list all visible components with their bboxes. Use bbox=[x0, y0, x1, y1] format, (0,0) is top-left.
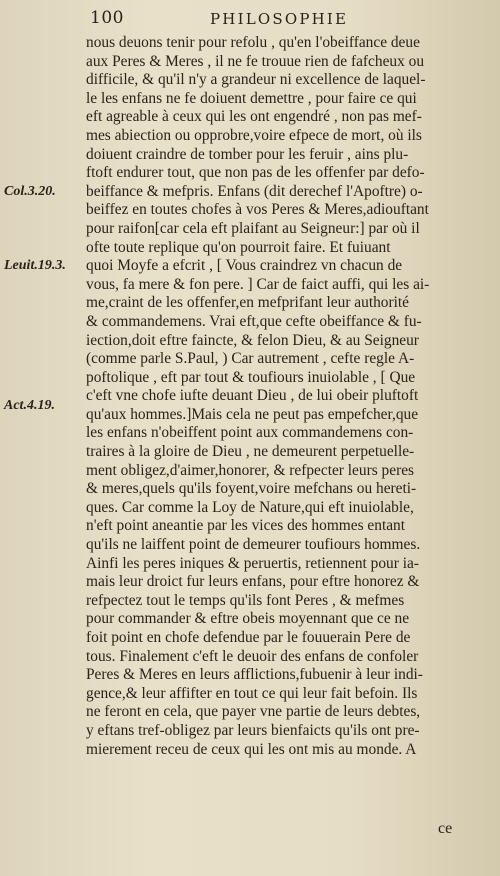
text-line: ment obligez,d'aimer,honorer, & refpecter leurs peres bbox=[86, 461, 415, 479]
body-text bbox=[86, 34, 484, 759]
text-line: tous. Finalement c'eft le deuoir des enfans de confoler bbox=[86, 647, 419, 665]
text-line: mierement receu de ceux qui les ont mis au monde. A bbox=[86, 740, 417, 758]
margin-note-acts: Act.4.19. bbox=[4, 398, 55, 413]
text-line: mais leur droict fur leurs enfans, pour eftre honorez & bbox=[86, 573, 420, 591]
text-line: & meres,quels qu'ils foyent,voire mefchans ou hereti- bbox=[86, 480, 417, 498]
text-line: quoi Moyfe a efcrit , [ Vous craindrez vn chacun de bbox=[86, 257, 403, 275]
text-line: ques. Car comme la Loy de Nature,qui eft inuiolable, bbox=[86, 498, 414, 516]
text-line: vous, fa mere & fon pere. ] Car de faict auffi, qui les ai- bbox=[86, 275, 430, 293]
text-line: doiuent craindre de tomber pour les feruir , ains plu- bbox=[86, 145, 409, 163]
text-line: y eftans tref-obligez par leurs bienfaicts qu'ils ont pre- bbox=[86, 721, 420, 739]
text-line: gence,& leur affifter en tout ce qui leur fait befoin. Ils bbox=[86, 684, 418, 702]
text-line: refpectez tout le temps qu'ils font Peres , & mefmes bbox=[86, 591, 405, 609]
text-line: traires à la gloire de Dieu , ne demeurent perpetuelle- bbox=[86, 443, 415, 461]
text-line: foit point en chofe defendue par le fouuerain Pere de bbox=[86, 629, 411, 646]
text-line: pour raifon[car cela eft plaifant au Seigneur:] par où il bbox=[86, 219, 420, 237]
running-head: PHILOSOPHIE bbox=[210, 10, 349, 28]
text-line: pour commander & eftre obeis moyennant que ce ne bbox=[86, 610, 410, 628]
text-line: c'eft vne chofe iufte deuant Dieu , de lui obeir pluftoft bbox=[86, 387, 419, 405]
text-line: aux Peres & Meres , il ne fe trouue rien de fafcheux ou bbox=[86, 52, 425, 70]
text-line: beiffance & mefpris. Enfans (dit derechef l'Apoftre) o- bbox=[86, 182, 423, 200]
text-line: & commandemens. Vrai eft,que cefte obeiffance & fu- bbox=[86, 312, 422, 330]
page-number: 100 bbox=[90, 8, 124, 28]
text-line: n'eft point aneantie par les vices des hommes entant bbox=[86, 517, 406, 535]
margin-note-leviticus: Leuit.19.3. bbox=[4, 258, 66, 273]
text-line: mes abiection ou opprobre,voire efpece de mort, où ils bbox=[86, 126, 422, 144]
text-line: beiffez en toutes chofes à vos Peres & Meres,adiouftant bbox=[86, 201, 429, 219]
text-line: Peres & Meres en leurs afflictions,fubuenir à leur indi- bbox=[86, 666, 423, 684]
text-line: ofte toute replique qu'on pourroit faire. Et fuiuant bbox=[86, 238, 391, 256]
text-line: poftolique , eft par tout & toufiours inuiolable , [ Que bbox=[86, 368, 416, 386]
text-line: ftoft endurer tout, que non pas de les offenfer par defo- bbox=[86, 164, 425, 182]
text-line: Ainfi les peres iniques & peruertis, retiennent pour ia- bbox=[86, 554, 419, 572]
text-line: difficile, & qu'il n'y a grandeur ni excellence de laquel- bbox=[86, 71, 426, 89]
text-line: me,craint de les offenfer,en mefprifant leur authorité bbox=[86, 294, 410, 312]
text-line: ne feront en cela, que payer vne partie de leurs debtes, bbox=[86, 703, 421, 721]
text-line: iection,doit eftre faincte, & felon Dieu, & au Seigneur bbox=[86, 331, 419, 349]
text-line: le les enfans ne fe doiuent demettre , pour faire ce qui bbox=[86, 89, 417, 107]
text-line: les enfans n'obeiffent point aux commandemens con- bbox=[86, 424, 414, 442]
text-line: nous deuons tenir pour refolu , qu'en l'obeiffance deue bbox=[86, 34, 420, 51]
text-line: qu'aux hommes.]Mais cela ne peut pas empefcher,que bbox=[86, 405, 419, 423]
margin-note-colossians: Col.3.20. bbox=[4, 184, 56, 199]
text-line: qu'ils ne laiffent point de demeurer toufiours hommes. bbox=[86, 536, 421, 554]
catchword: ce bbox=[438, 820, 453, 837]
text-line: eft agreable à ceux qui les ont engendré , non pas mef- bbox=[86, 108, 422, 126]
text-line: (comme parle S.Paul, ) Car autrement , cefte regle A- bbox=[86, 350, 415, 368]
